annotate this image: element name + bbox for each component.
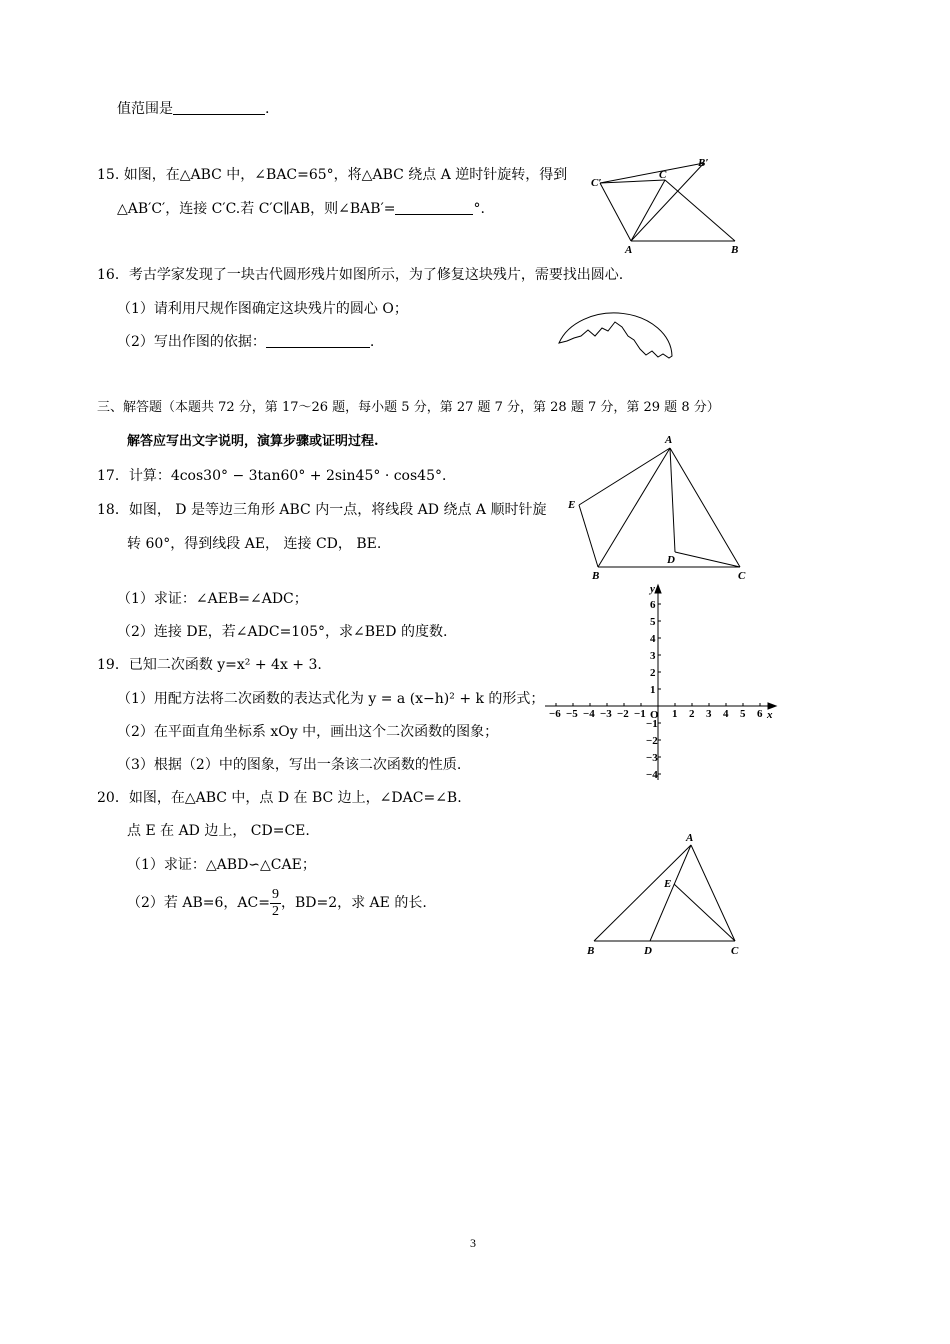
q20-frac-den: 2 bbox=[271, 903, 279, 919]
y-tick-label: 2 bbox=[650, 667, 656, 679]
q18-label-e: E bbox=[568, 499, 576, 511]
y-tick-label: −4 bbox=[646, 769, 658, 781]
q19-sub2: （2）在平面直角坐标系 xOy 中，画出这个二次函数的图象； bbox=[117, 724, 499, 740]
q20-sub2-post: ，BD=2，求 AE 的长. bbox=[280, 895, 427, 911]
q18-line2: 转 60°，得到线段 AE， 连接 CD， BE. bbox=[127, 536, 382, 552]
page-number: 3 bbox=[470, 1236, 476, 1250]
q19-origin-label: O bbox=[650, 709, 659, 721]
q20-line1: 20．如图，在△ABC 中，点 D 在 BC 边上，∠DAC=∠B. bbox=[97, 790, 462, 806]
x-tick-label: −3 bbox=[600, 708, 612, 720]
q20-label-d: D bbox=[644, 945, 652, 957]
q18-label-b: B bbox=[592, 570, 600, 582]
q16-sub2-end: . bbox=[369, 334, 375, 350]
q20-frac-num: 9 bbox=[271, 886, 279, 902]
q16-sub1: （1）请利用尺规作图确定这块残片的圆心 O； bbox=[117, 301, 408, 317]
x-tick-label: −1 bbox=[634, 708, 646, 720]
x-tick-label: 4 bbox=[723, 708, 729, 720]
q18-label-c: C bbox=[738, 570, 746, 582]
q18-sub2: （2）连接 DE，若∠ADC=105°，求∠BED 的度数. bbox=[117, 624, 448, 640]
q19-line1: 19．已知二次函数 y=x² + 4x + 3. bbox=[97, 657, 322, 673]
y-tick-label: 6 bbox=[650, 599, 656, 611]
q19-sub1: （1）用配方法将二次函数的表达式化为 y = a (x−h)² + k 的形式； bbox=[117, 691, 545, 707]
q15-label-c: C bbox=[659, 169, 667, 181]
section3-heading: 三、解答题（本题共 72 分，第 17～26 题，每小题 5 分，第 27 题 7 分，第 28 题 7 分，第 29 题 8 分） bbox=[97, 400, 720, 415]
q20-sub2-pre: （2）若 AB=6，AC= bbox=[127, 895, 270, 911]
q16-sub2-text: （2）写出作图的依据： bbox=[117, 334, 266, 350]
q15-label-b: B bbox=[731, 244, 739, 256]
q20-label-c: C bbox=[731, 945, 739, 957]
x-tick-label: −5 bbox=[566, 708, 578, 720]
q14-tail-text: 值范围是 bbox=[117, 101, 173, 117]
section3-note: 解答应写出文字说明，演算步骤或证明过程. bbox=[127, 434, 379, 449]
q15-label-a: A bbox=[625, 244, 633, 256]
q15-line2-end: °. bbox=[473, 201, 485, 217]
q18-label-d: D bbox=[667, 554, 675, 566]
y-tick-label: −1 bbox=[646, 718, 658, 730]
x-tick-label: 1 bbox=[672, 708, 678, 720]
x-tick-label: −4 bbox=[583, 708, 595, 720]
q20-label-e: E bbox=[664, 878, 672, 890]
q15-label-bp: B′ bbox=[698, 157, 709, 169]
y-tick-label: 4 bbox=[650, 633, 656, 645]
x-tick-label: 5 bbox=[740, 708, 746, 720]
q17: 17．计算：4cos30° − 3tan60° + 2sin45° · cos45°． bbox=[97, 468, 456, 484]
q18-line1: 18．如图， D 是等边三角形 ABC 内一点，将线段 AD 绕点 A 顺时针旋 bbox=[97, 502, 547, 518]
x-tick-label: −6 bbox=[549, 708, 561, 720]
q19-y-axis-label: y bbox=[650, 583, 655, 595]
q18-label-a: A bbox=[665, 434, 673, 446]
q20-line2: 点 E 在 AD 边上， CD=CE. bbox=[127, 823, 310, 839]
q16-line1: 16．考古学家发现了一块古代圆形残片如图所示，为了修复这块残片，需要找出圆心. bbox=[97, 267, 624, 283]
q18-sub1: （1）求证：∠AEB=∠ADC； bbox=[117, 591, 308, 607]
x-tick-label: 6 bbox=[757, 708, 763, 720]
q20-label-b: B bbox=[587, 945, 595, 957]
q19-sub3: （3）根据（2）中的图象，写出一条该二次函数的性质. bbox=[117, 757, 462, 773]
q20-label-a: A bbox=[686, 832, 694, 844]
y-tick-label: −2 bbox=[646, 735, 658, 747]
x-tick-label: −2 bbox=[617, 708, 629, 720]
x-tick-label: 2 bbox=[689, 708, 695, 720]
q19-x-axis-label: x bbox=[767, 709, 773, 721]
q14-tail: 值范围是 . bbox=[117, 101, 270, 117]
y-tick-label: 5 bbox=[650, 616, 656, 628]
y-tick-label: −3 bbox=[646, 752, 658, 764]
q20-sub1: （1）求证：△ABD∽△CAE； bbox=[127, 857, 316, 873]
y-tick-label: 3 bbox=[650, 650, 656, 662]
q15-label-cp: C′ bbox=[591, 177, 602, 189]
y-tick-label: 1 bbox=[650, 684, 656, 696]
x-tick-label: 3 bbox=[706, 708, 712, 720]
q15-line2-text: △AB′C′，连接 C′C.若 C′C∥AB，则∠BAB′= bbox=[117, 201, 396, 217]
q15-line1: 15. 如图，在△ABC 中，∠BAC=65°，将△ABC 绕点 A 逆时针旋转，得到 bbox=[97, 167, 568, 183]
